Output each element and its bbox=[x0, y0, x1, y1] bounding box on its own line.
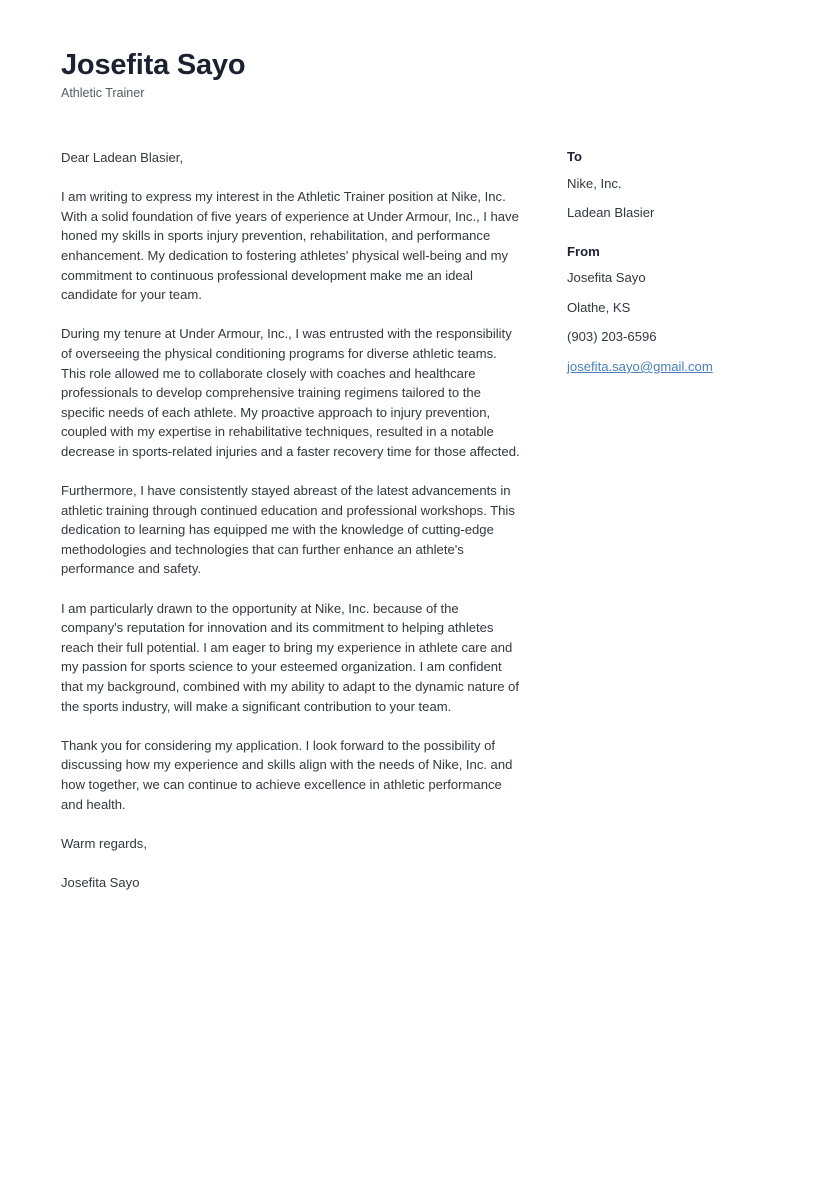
letter-body bbox=[61, 148, 520, 912]
body-paragraph-1: I am writing to express my interest in the Athletic Trainer position at Nike, Inc. With a solid foundation of five years of experience at Under Armour, Inc., I have honed my skills in sports injury prevention, rehabilitation, and performance enhancement. My dedication to fostering athletes' physical well-being and my commitment to continuous professional development make me an ideal candidate for your team. bbox=[61, 189, 519, 303]
from-location: Olathe, KS bbox=[567, 299, 631, 315]
page-title: Josefita Sayo bbox=[61, 49, 246, 81]
from-phone: (903) 203-6596 bbox=[567, 328, 657, 344]
body-paragraph-5: Thank you for considering my application. I look forward to the possibility of discussing how my experience and skills align with the needs of Nike, Inc. and how together, we can continue to achieve excellence in athletic performance and health. bbox=[61, 737, 513, 812]
closing-line: Warm regards, bbox=[61, 835, 147, 851]
to-block bbox=[567, 149, 792, 221]
from-heading: From bbox=[567, 243, 600, 259]
from-sender-name: Josefita Sayo bbox=[567, 270, 646, 286]
from-block bbox=[567, 244, 792, 376]
body-paragraph-4: I am particularly drawn to the opportunity at Nike, Inc. because of the company's reputation for innovation and its commitment to helping athletes reach their full potential. I am eager to bring my experience in athlete care and my passion for sports science to your esteemed organization. I am confident that my background, combined with my ability to adapt to the dynamic nature of the sports industry, will make a significant contribution to your team. bbox=[61, 600, 519, 714]
body-paragraph-2: During my tenure at Under Armour, Inc., I was entrusted with the responsibility of overseeing the physical conditioning programs for diverse athletic teams. This role allowed me to collaborate closely with coaches and healthcare professionals to develop comprehensive training regimens tailored to the specific needs of each athlete. My proactive approach to injury prevention, coupled with my expertise in rehabilitative techniques, resulted in a notable decrease in sports-related injuries and a faster recovery time for those affected. bbox=[61, 326, 520, 459]
letter-sidebar bbox=[567, 149, 792, 376]
body-paragraph-3: Furthermore, I have consistently stayed abreast of the latest advancements in athletic training through continued education and professional workshops. This dedication to learning has equipped me with the knowledge of cutting-edge methodologies and technologies that can further enhance an athlete's performance and safety. bbox=[61, 483, 515, 577]
salutation: Dear Ladean Blasier, bbox=[61, 150, 184, 165]
to-heading: To bbox=[567, 149, 583, 164]
from-email-link[interactable]: josefita.sayo@gmail.com bbox=[567, 358, 713, 374]
to-recipient: Ladean Blasier bbox=[567, 204, 655, 220]
letter-header bbox=[61, 49, 521, 101]
signature-name: Josefita Sayo bbox=[61, 874, 140, 890]
to-company: Nike, Inc. bbox=[567, 175, 622, 191]
job-title-subtitle: Athletic Trainer bbox=[61, 86, 145, 101]
